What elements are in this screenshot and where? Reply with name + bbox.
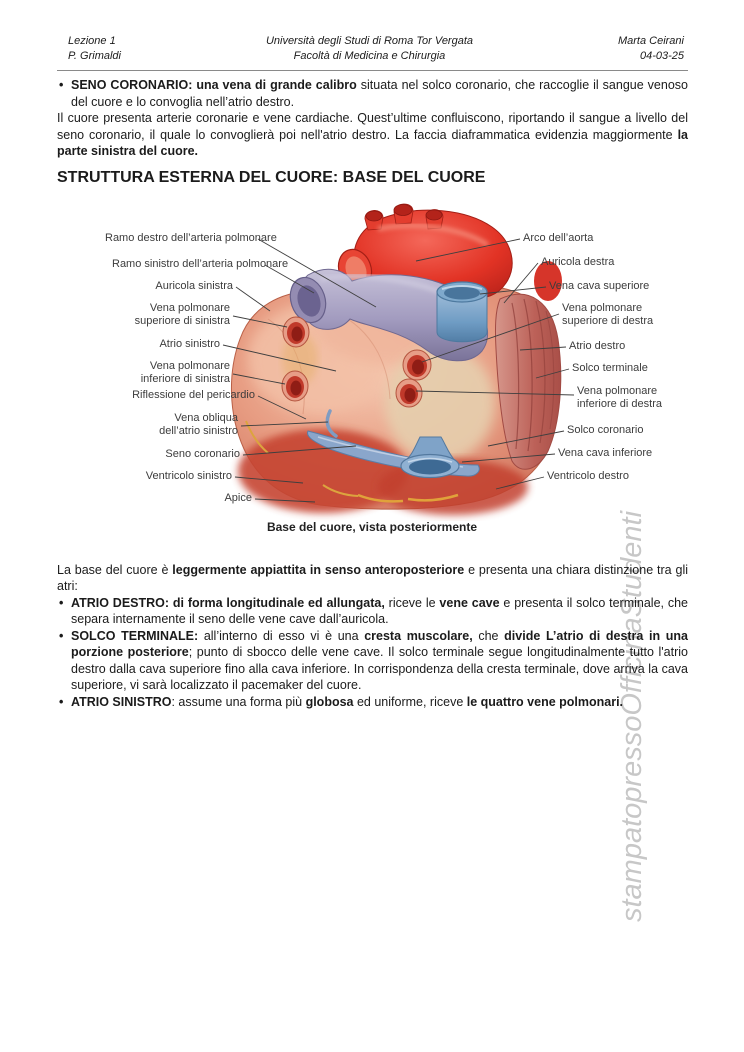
right-superior-pulmonary-vein-opening (403, 350, 431, 380)
label-vena-cava-inferiore: Vena cava inferiore (558, 446, 653, 459)
lesson-number: Lezione 1 (68, 35, 116, 47)
label-vena-polmonare-superiore-sinistra: Vena polmonare superiore di sinistra (134, 301, 230, 327)
label-atrio-sinistro: Atrio sinistro (159, 337, 220, 350)
label-riflessione-pericardio: Riflessione del pericardio (132, 388, 255, 401)
label-atrio-destro: Atrio destro (569, 339, 626, 352)
body-paragraph: La base del cuore è leggermente appiattita in senso anteroposteriore e presenta una chiara distinzione tra gli atri: (57, 562, 688, 593)
label-auricola-destra: Auricola destra (541, 255, 615, 268)
body-section (57, 562, 688, 711)
label-seno-coronario: Seno coronario (165, 447, 240, 460)
label-ventricolo-destro: Ventricolo destro (547, 469, 629, 482)
left-superior-pulmonary-vein-opening (283, 317, 309, 347)
heart-figure (68, 199, 676, 544)
header-left (68, 34, 121, 64)
university-name: Università degli Studi di Roma Tor Vergata (265, 35, 474, 47)
bullet-solco-terminale: • SOLCO TERMINALE: all’interno di esso vi è una cresta muscolare, che divide L’atrio di destra in una porzione posteriore; punto di sbocco delle vene cave. Il solco terminale segue longitudinalmente tutto l'atrio destro dalla cava superiore fino alla cava inferiore. In corrispondenza della cresta terminale, dove arriva la cava superiore, vi sarà localizzato il pacemaker del cuore. (57, 628, 688, 694)
intro-bullet-seno-coronario: • SENO CORONARIO: una vena di grande calibro situata nel solco coronario, che raccoglie il sangue venoso del cuore e lo convoglia nell’atrio destro. (57, 77, 688, 110)
author-name: Marta Ceirani (617, 35, 684, 47)
intro-section (57, 77, 688, 160)
watermark: stampatopressoOfficinaStudenti (616, 510, 648, 922)
intro-paragraph: Il cuore presenta arterie coronarie e vene cardiache. Quest’ultime confluiscono, riportando il sangue a livello del seno coronario, il quale lo convoglierà poi nell'atrio destro. La faccia diaframmatica evidenzia maggiormente la parte sinistra del cuore. (57, 111, 688, 158)
professor-name: P. Grimaldi (68, 50, 121, 62)
label-vena-cava-superiore: Vena cava superiore (549, 279, 650, 292)
label-ramo-destro-arteria-polmonare: Ramo destro dell’arteria polmonare (105, 231, 277, 244)
left-inferior-pulmonary-vein-opening (282, 371, 308, 401)
label-vena-polmonare-superiore-destra: Vena polmonare superiore di destra (562, 301, 654, 327)
right-inferior-pulmonary-vein-opening (396, 379, 422, 407)
label-auricola-sinistra: Auricola sinistra (155, 279, 233, 292)
label-vena-polmonare-inferiore-destra: Vena polmonare inferiore di destra (577, 384, 662, 410)
header-right (618, 34, 684, 64)
label-ventricolo-sinistro: Ventricolo sinistro (145, 469, 232, 482)
label-solco-terminale: Solco terminale (572, 361, 648, 374)
section-heading: STRUTTURA ESTERNA DEL CUORE: BASE DEL CUORE (57, 168, 486, 186)
label-vena-polmonare-inferiore-sinistra: Vena polmonare inferiore di sinistra (140, 359, 230, 385)
header-center (266, 34, 473, 64)
label-vena-obliqua-atrio-sinistro: Vena obliqua dell’atrio sinistro (159, 411, 238, 437)
bullet-atrio-sinistro: • ATRIO SINISTRO: assume una forma più globosa ed uniforme, riceve le quattro vene polmonari. (57, 694, 688, 711)
bullet-atrio-destro: • ATRIO DESTRO: di forma longitudinale ed allungata, riceve le vene cave e presenta il solco terminale, che separa internamente il seno delle vene cave dall’auricola. (57, 595, 688, 628)
lesson-date: 04-03-25 (639, 50, 684, 62)
label-ramo-sinistro-arteria-polmonare: Ramo sinistro dell’arteria polmonare (112, 257, 289, 270)
label-solco-coronario: Solco coronario (567, 423, 644, 436)
figure-caption: Base del cuore, vista posteriormente (266, 519, 478, 534)
label-arco-aorta: Arco dell’aorta (523, 231, 594, 244)
faculty-name: Facoltà di Medicina e Chirurgia (293, 50, 446, 62)
superior-vena-cava-shape (437, 282, 487, 342)
page-header (57, 34, 688, 71)
label-apice: Apice (224, 491, 252, 504)
